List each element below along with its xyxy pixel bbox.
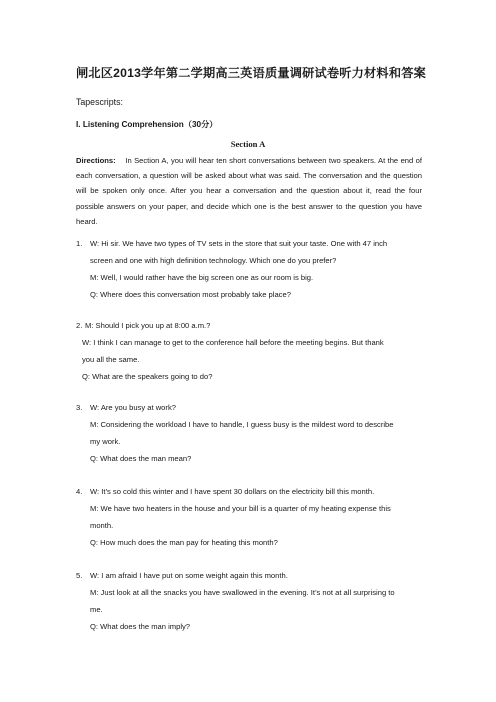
conversation-line: my work. — [90, 437, 121, 446]
question-line: Q: Where does this conversation most probably take place? — [90, 290, 291, 299]
conversation-line: W: I think I can manage to get to the conference hall before the meeting begins. But thank — [82, 338, 384, 347]
question-line: Q: What does the man mean? — [90, 454, 192, 463]
item-number: 5. — [76, 571, 83, 580]
directions-label: Directions: — [76, 156, 116, 165]
document-title: 闸北区2013学年第二学期高三英语质量调研试卷听力材料和答案 — [76, 66, 426, 80]
conversation-line: M: Should I pick you up at 8:00 a.m.? — [85, 321, 211, 330]
conversation-line: M: Just look at all the snacks you have swallowed in the evening. It’s not at all surprising to — [90, 588, 395, 597]
part-heading: I. Listening Comprehension（30分） — [76, 120, 218, 129]
conversation-line: M: We have two heaters in the house and your bill is a quarter of my heating expense this — [90, 504, 391, 513]
item-number: 4. — [76, 487, 83, 496]
item-number: 3. — [76, 403, 83, 412]
tapescripts-heading: Tapescripts: — [76, 97, 123, 107]
directions-paragraph — [76, 153, 422, 229]
directions-text: In Section A, you will hear ten short conversations between two speakers. At the end of each conversation, a question will be asked about what was said. The conversation and the question will be spoken only once. After you hear a conversation and the question about it, read the four possible answers on your paper, and decide which one is the best answer to the question you have heard. — [76, 156, 422, 226]
question-line: Q: How much does the man pay for heating this month? — [90, 538, 278, 547]
conversation-line: you all the same. — [82, 355, 140, 364]
conversation-line: M: Well, I would rather have the big screen one as our room is big. — [90, 273, 314, 282]
question-line: Q: What does the man imply? — [90, 622, 191, 631]
section-heading: Section A — [230, 139, 266, 149]
conversation-line: W: Hi sir. We have two types of TV sets in the store that suit your taste. One with 47 inch — [90, 239, 388, 248]
conversation-line: me. — [90, 605, 103, 614]
conversation-line: M: Considering the workload I have to handle, I guess busy is the mildest word to describe — [90, 420, 394, 429]
item-number: 2. — [76, 321, 83, 330]
item-number: 1. — [76, 239, 83, 248]
conversation-line: screen and one with high definition technology. Which one do you prefer? — [90, 256, 337, 265]
conversation-line: month. — [90, 521, 114, 530]
question-line: Q: What are the speakers going to do? — [82, 372, 213, 381]
conversation-line: W: I am afraid I have put on some weight again this month. — [90, 571, 288, 580]
conversation-line: W: It’s so cold this winter and I have spent 30 dollars on the electricity bill this month. — [90, 487, 375, 496]
conversation-line: W: Are you busy at work? — [90, 403, 176, 412]
